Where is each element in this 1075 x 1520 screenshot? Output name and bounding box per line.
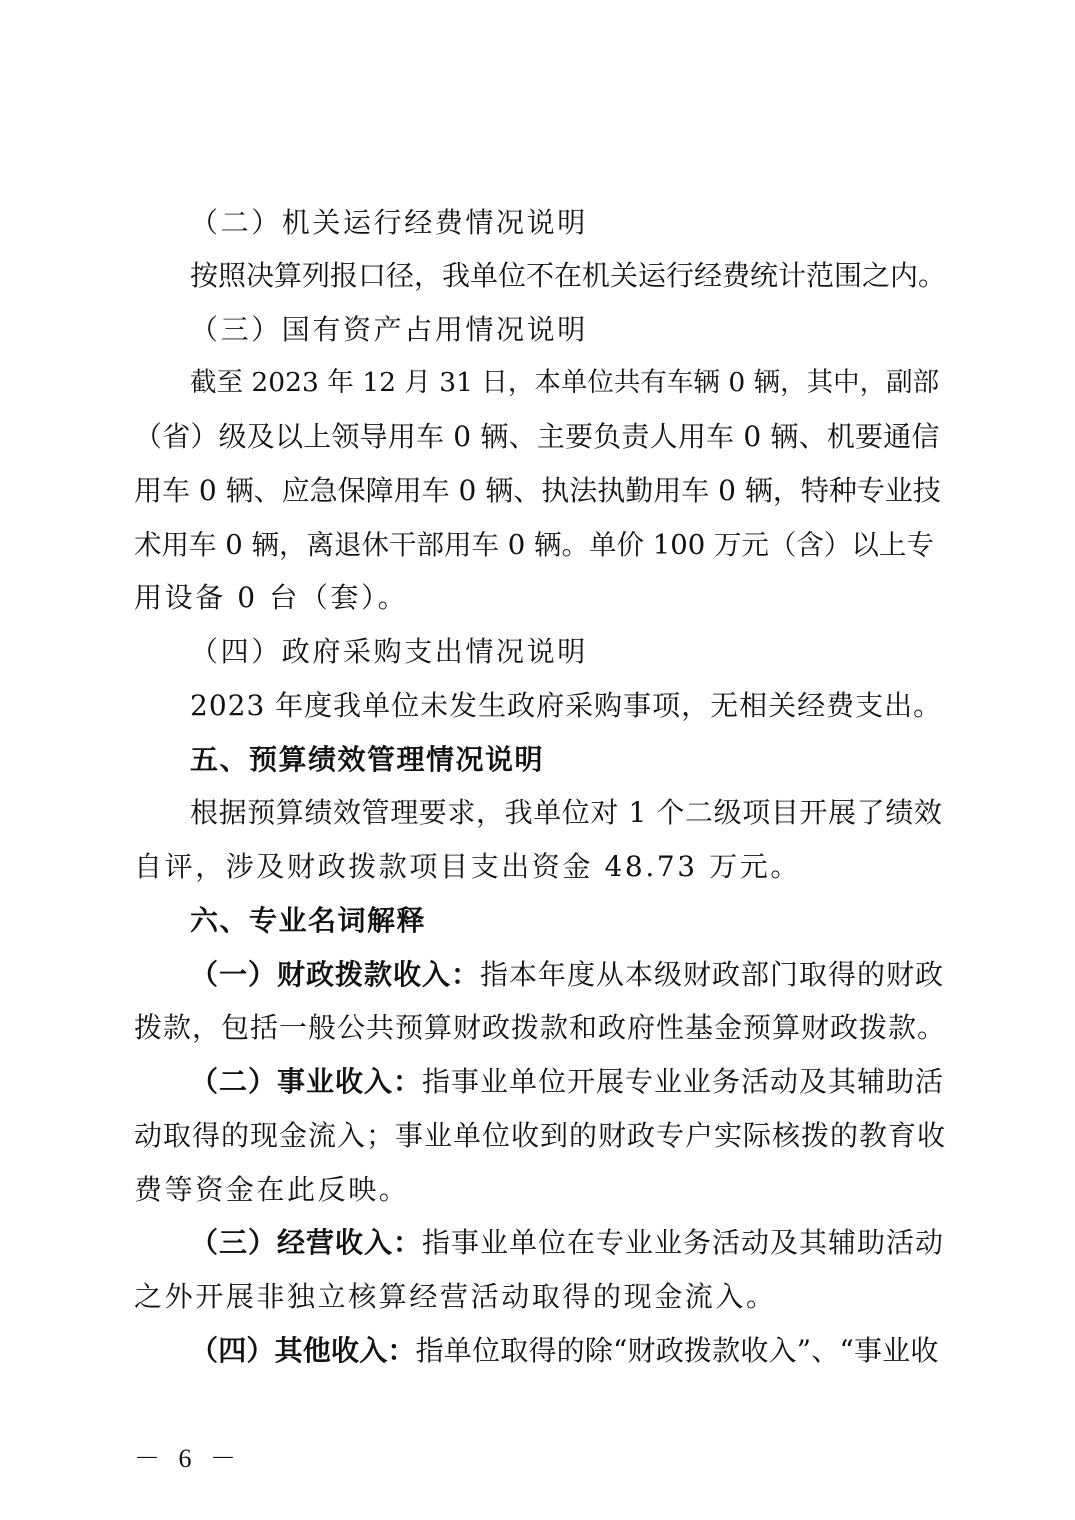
- term-definition: 指单位取得的除“财政拨款收入”、“事业收: [415, 1334, 939, 1367]
- term-other-income: （四）其他收入：: [190, 1334, 416, 1367]
- paragraph-line: 拨款，包括一般公共预算财政拨款和政府性基金预算财政拨款。: [134, 1011, 947, 1044]
- paragraph-line: 术用车 0 辆，离退休干部用车 0 辆。单价 100 万元（含）以上专: [134, 529, 934, 561]
- paragraph-line: 之外开展非独立核算经营活动取得的现金流入。: [134, 1280, 777, 1313]
- paragraph-line: 用车 0 辆、应急保障用车 0 辆、执法执勤用车 0 辆，特种专业技: [134, 474, 941, 507]
- paragraph-line: （省）级及以上领导用车 0 辆、主要负责人用车 0 辆、机要通信: [134, 420, 940, 453]
- paragraph-line: 动取得的现金流入；事业单位收到的财政专户实际核拨的教育收: [134, 1119, 947, 1152]
- paragraph-line: 费等资金在此反映。: [134, 1173, 410, 1206]
- paragraph-line: 自评，涉及财政拨款项目支出资金 48.73 万元。: [134, 850, 801, 883]
- paragraph-line: 2023 年度我单位未发生政府采购事项，无相关经费支出。: [190, 689, 943, 722]
- paragraph-line: 根据预算绩效管理要求，我单位对 1 个二级项目开展了绩效: [190, 796, 943, 829]
- glossary-item: [190, 948, 946, 1002]
- heading-performance-management: 五、预算绩效管理情况说明: [190, 743, 545, 776]
- paragraph-line: 按照决算列报口径，我单位不在机关运行经费统计范围之内。: [190, 259, 947, 292]
- term-fiscal-appropriation: （一）财政拨款收入：: [190, 958, 481, 991]
- term-definition: 指事业单位在专业业务活动及其辅助活动: [422, 1226, 945, 1259]
- term-definition: 指事业单位开展专业业务活动及其辅助活: [422, 1065, 945, 1098]
- heading-glossary: 六、专业名词解释: [190, 904, 427, 937]
- term-definition: 指本年度从本级财政部门取得的财政: [480, 958, 945, 991]
- subheading-state-assets: （三）国有资产占用情况说明: [190, 313, 588, 346]
- term-business-income: （二）事业收入：: [190, 1065, 423, 1098]
- subheading-operating-expenses: （二）机关运行经费情况说明: [190, 206, 588, 239]
- glossary-item: [190, 1055, 946, 1109]
- glossary-item: [190, 1216, 946, 1270]
- term-operating-income: （三）经营收入：: [190, 1226, 423, 1259]
- paragraph-line: 截至 2023 年 12 月 31 日，本单位共有车辆 0 辆，其中，副部: [190, 367, 940, 398]
- paragraph-line: 用设备 0 台（套）。: [134, 581, 409, 614]
- page-number: － 6 －: [134, 1444, 243, 1473]
- glossary-item: [190, 1324, 946, 1378]
- subheading-government-procurement: （四）政府采购支出情况说明: [190, 635, 588, 668]
